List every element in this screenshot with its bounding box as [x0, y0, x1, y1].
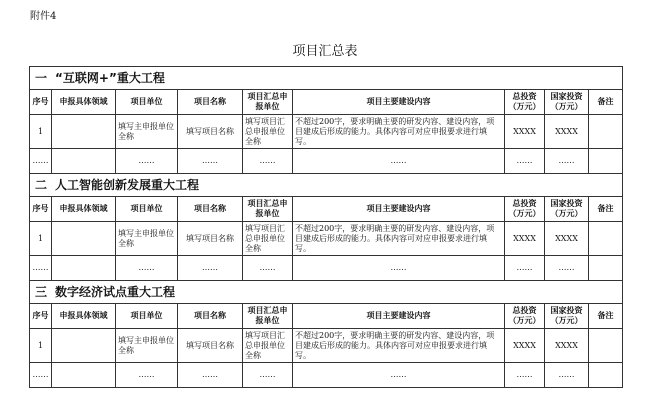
cell-state-invest: …… [545, 256, 589, 281]
cell-name: 填写项目名称 [178, 115, 243, 149]
cell-total-invest: …… [505, 256, 545, 281]
cell-total-invest: …… [505, 363, 545, 388]
cell-domain [52, 329, 116, 363]
column-header-row [30, 304, 623, 329]
cell-domain [52, 115, 116, 149]
cell-total-invest: XXXX [505, 329, 545, 363]
cell-summary-unit: 填写项目汇总申报单位全称 [243, 115, 293, 149]
cell-state-invest: …… [545, 149, 589, 174]
column-header: 项目汇总申报单位 [243, 90, 293, 115]
cell-unit: 填写主申报单位全称 [116, 329, 178, 363]
table-row [30, 149, 623, 174]
table-row [30, 329, 623, 363]
cell-domain [52, 256, 116, 281]
cell-unit: …… [116, 149, 178, 174]
column-header: 国家投资（万元） [545, 304, 589, 329]
column-header: 序号 [30, 90, 52, 115]
cell-summary-unit: …… [243, 149, 293, 174]
cell-content: 不超过200字，要求明确主要的研发内容、建设内容，项目建成后形成的能力。具体内容可对应申报要求进行填写。 [293, 222, 505, 256]
cell-remark [589, 256, 623, 281]
attachment-label: 附件4 [30, 11, 57, 22]
column-header: 总投资（万元） [505, 304, 545, 329]
table-row [30, 363, 623, 388]
column-header: 项目名称 [178, 90, 243, 115]
section-header [30, 281, 623, 304]
cell-unit: 填写主申报单位全称 [116, 115, 178, 149]
column-header: 国家投资（万元） [545, 90, 589, 115]
cell-summary-unit: 填写项目汇总申报单位全称 [243, 222, 293, 256]
cell-seq: …… [30, 363, 52, 388]
section-title-cell [30, 281, 623, 304]
cell-seq: …… [30, 256, 52, 281]
section-title-cell [30, 67, 623, 90]
cell-seq: 1 [30, 115, 52, 149]
cell-unit: 填写主申报单位全称 [116, 222, 178, 256]
column-header: 国家投资（万元） [545, 197, 589, 222]
column-header: 总投资（万元） [505, 197, 545, 222]
column-header: 申报具体领域 [52, 90, 116, 115]
table-row [30, 115, 623, 149]
column-header: 申报具体领域 [52, 197, 116, 222]
cell-total-invest: XXXX [505, 115, 545, 149]
cell-content: …… [293, 149, 505, 174]
cell-total-invest: XXXX [505, 222, 545, 256]
table-row [30, 256, 623, 281]
cell-content: 不超过200字，要求明确主要的研发内容、建设内容，项目建成后形成的能力。具体内容可对应申报要求进行填写。 [293, 329, 505, 363]
section-title: “互联网+”重大工程 [55, 71, 165, 85]
cell-remark [589, 222, 623, 256]
column-header: 备注 [589, 197, 623, 222]
section-number: 二 [35, 178, 48, 192]
column-header: 项目汇总申报单位 [243, 304, 293, 329]
column-header: 项目汇总申报单位 [243, 197, 293, 222]
section-header [30, 174, 623, 197]
cell-name: …… [178, 256, 243, 281]
column-header: 项目主要建设内容 [293, 197, 505, 222]
cell-name: …… [178, 363, 243, 388]
page-title: 项目汇总表 [292, 44, 358, 59]
column-header-row [30, 197, 623, 222]
cell-unit: …… [116, 256, 178, 281]
section-title-cell [30, 174, 623, 197]
cell-domain [52, 363, 116, 388]
column-header: 项目单位 [116, 304, 178, 329]
cell-domain [52, 222, 116, 256]
column-header: 项目单位 [116, 197, 178, 222]
cell-name: 填写项目名称 [178, 329, 243, 363]
section-header [30, 67, 623, 90]
cell-seq: 1 [30, 329, 52, 363]
column-header: 项目名称 [178, 304, 243, 329]
cell-remark [589, 149, 623, 174]
column-header: 序号 [30, 197, 52, 222]
column-header: 总投资（万元） [505, 90, 545, 115]
cell-total-invest: …… [505, 149, 545, 174]
section-number: 一 [35, 71, 48, 85]
cell-seq: …… [30, 149, 52, 174]
column-header: 项目单位 [116, 90, 178, 115]
cell-state-invest: XXXX [545, 115, 589, 149]
cell-state-invest: XXXX [545, 329, 589, 363]
column-header: 项目名称 [178, 197, 243, 222]
cell-name: …… [178, 149, 243, 174]
column-header: 备注 [589, 90, 623, 115]
cell-content: …… [293, 363, 505, 388]
column-header: 备注 [589, 304, 623, 329]
section-title: 人工智能创新发展重大工程 [55, 178, 200, 192]
column-header-row [30, 90, 623, 115]
column-header: 申报具体领域 [52, 304, 116, 329]
section-title: 数字经济试点重大工程 [55, 285, 176, 299]
project-summary-table [29, 66, 623, 388]
cell-remark [589, 329, 623, 363]
table-row [30, 222, 623, 256]
cell-name: 填写项目名称 [178, 222, 243, 256]
cell-content: …… [293, 256, 505, 281]
cell-domain [52, 149, 116, 174]
column-header: 项目主要建设内容 [293, 304, 505, 329]
cell-seq: 1 [30, 222, 52, 256]
cell-summary-unit: …… [243, 363, 293, 388]
cell-remark [589, 363, 623, 388]
cell-unit: …… [116, 363, 178, 388]
cell-content: 不超过200字，要求明确主要的研发内容、建设内容，项目建成后形成的能力。具体内容可对应申报要求进行填写。 [293, 115, 505, 149]
cell-summary-unit: 填写项目汇总申报单位全称 [243, 329, 293, 363]
cell-state-invest: XXXX [545, 222, 589, 256]
cell-state-invest: …… [545, 363, 589, 388]
cell-remark [589, 115, 623, 149]
section-number: 三 [35, 285, 48, 299]
cell-summary-unit: …… [243, 256, 293, 281]
column-header: 序号 [30, 304, 52, 329]
column-header: 项目主要建设内容 [293, 90, 505, 115]
